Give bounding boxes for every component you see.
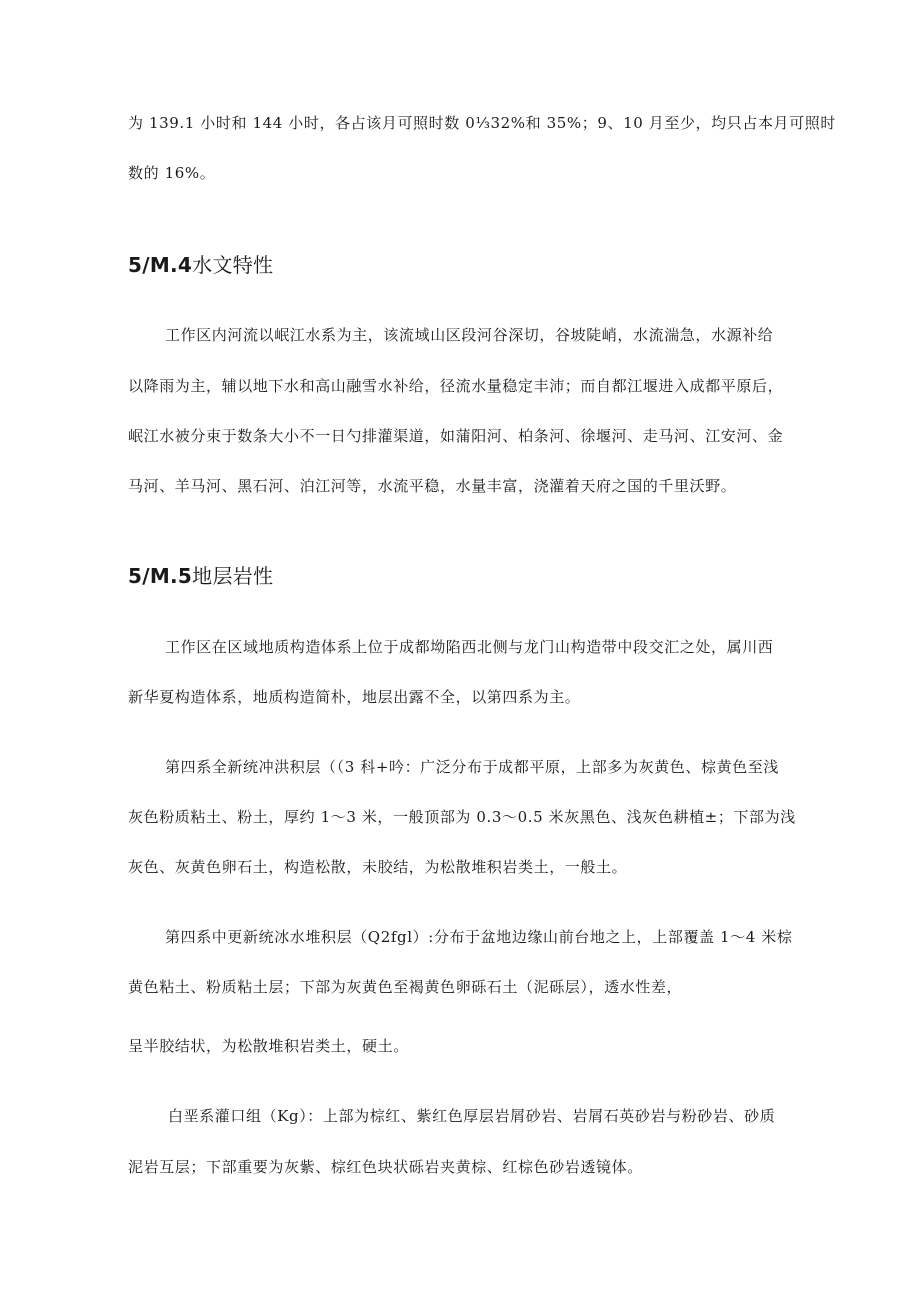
section-title: 水文特性 [192,253,274,277]
hydrology-line-4: 马河、羊马河、黑石河、泊江河等，水流平稳，水量丰富，浇灌着天府之国的千里沃野。 [128,477,737,495]
strata-p1-line-1: 工作区在区域地质构造体系上位于成都坳陷西北侧与龙门山构造带中段交汇之处，属川西 [165,638,774,656]
intro-line-1: 为 139.1 小时和 144 小时，各占该月可照时数 0⅓32%和 35%；9、10 月至少，均只占本月可照时 [128,114,836,132]
section-title: 地层岩性 [192,564,274,588]
section-heading-strata [128,563,273,589]
intro-line-2: 数的 16%。 [128,164,216,182]
strata-p3-line-3: 呈半胶结状，为松散堆积岩类土，硬土。 [128,1037,409,1055]
hydrology-line-1: 工作区内河流以岷江水系为主，该流域山区段河谷深切，谷坡陡峭，水流湍急，水源补给 [165,326,774,344]
strata-p4-line-2: 泥岩互层；下部重要为灰紫、棕红色块状砾岩夹黄棕、红棕色砂岩透镜体。 [128,1158,643,1176]
hydrology-line-3: 岷江水被分束于数条大小不一日勺排灌渠道，如蒲阳河、柏条河、徐堰河、走马河、江安河、金 [128,427,784,445]
strata-p4-line-1: 白垩系灌口组（Kg）：上部为棕红、紫红色厚层岩屑砂岩、岩屑石英砂岩与粉砂岩、砂质 [168,1107,776,1125]
strata-p2-line-2: 灰色粉质粘土、粉土，厚约 1～3 米，一般顶部为 0.3～0.5 米灰黑色、浅灰色耕植±；下部为浅 [128,808,796,826]
section-number: 5/M.5 [128,564,193,588]
section-heading-hydrology [128,252,273,278]
strata-p3-line-2: 黄色粘土、粉质粘土层；下部为灰黄色至褐黄色卵砾石土（泥砾层），透水性差， [128,978,683,996]
hydrology-line-2: 以降雨为主，辅以地下水和高山融雪水补给，径流水量稳定丰沛；而自都江堰进入成都平原后， [128,377,784,395]
strata-p2-line-1: 第四系全新统冲洪积层（（3 科+吟：广泛分布于成都平原，上部多为灰黄色、棕黄色至浅 [165,758,779,776]
strata-p3-line-1: 第四系中更新统冰水堆积层（Q2fgl）:分布于盆地边缘山前台地之上，上部覆盖 1～4 米棕 [165,928,793,946]
strata-p1-line-2: 新华夏构造体系，地质构造简朴，地层出露不全，以第四系为主。 [128,688,581,706]
section-number: 5/M.4 [128,253,193,277]
strata-p2-line-3: 灰色、灰黄色卵石土，构造松散，未胶结，为松散堆积岩类土，一般土。 [128,858,628,876]
